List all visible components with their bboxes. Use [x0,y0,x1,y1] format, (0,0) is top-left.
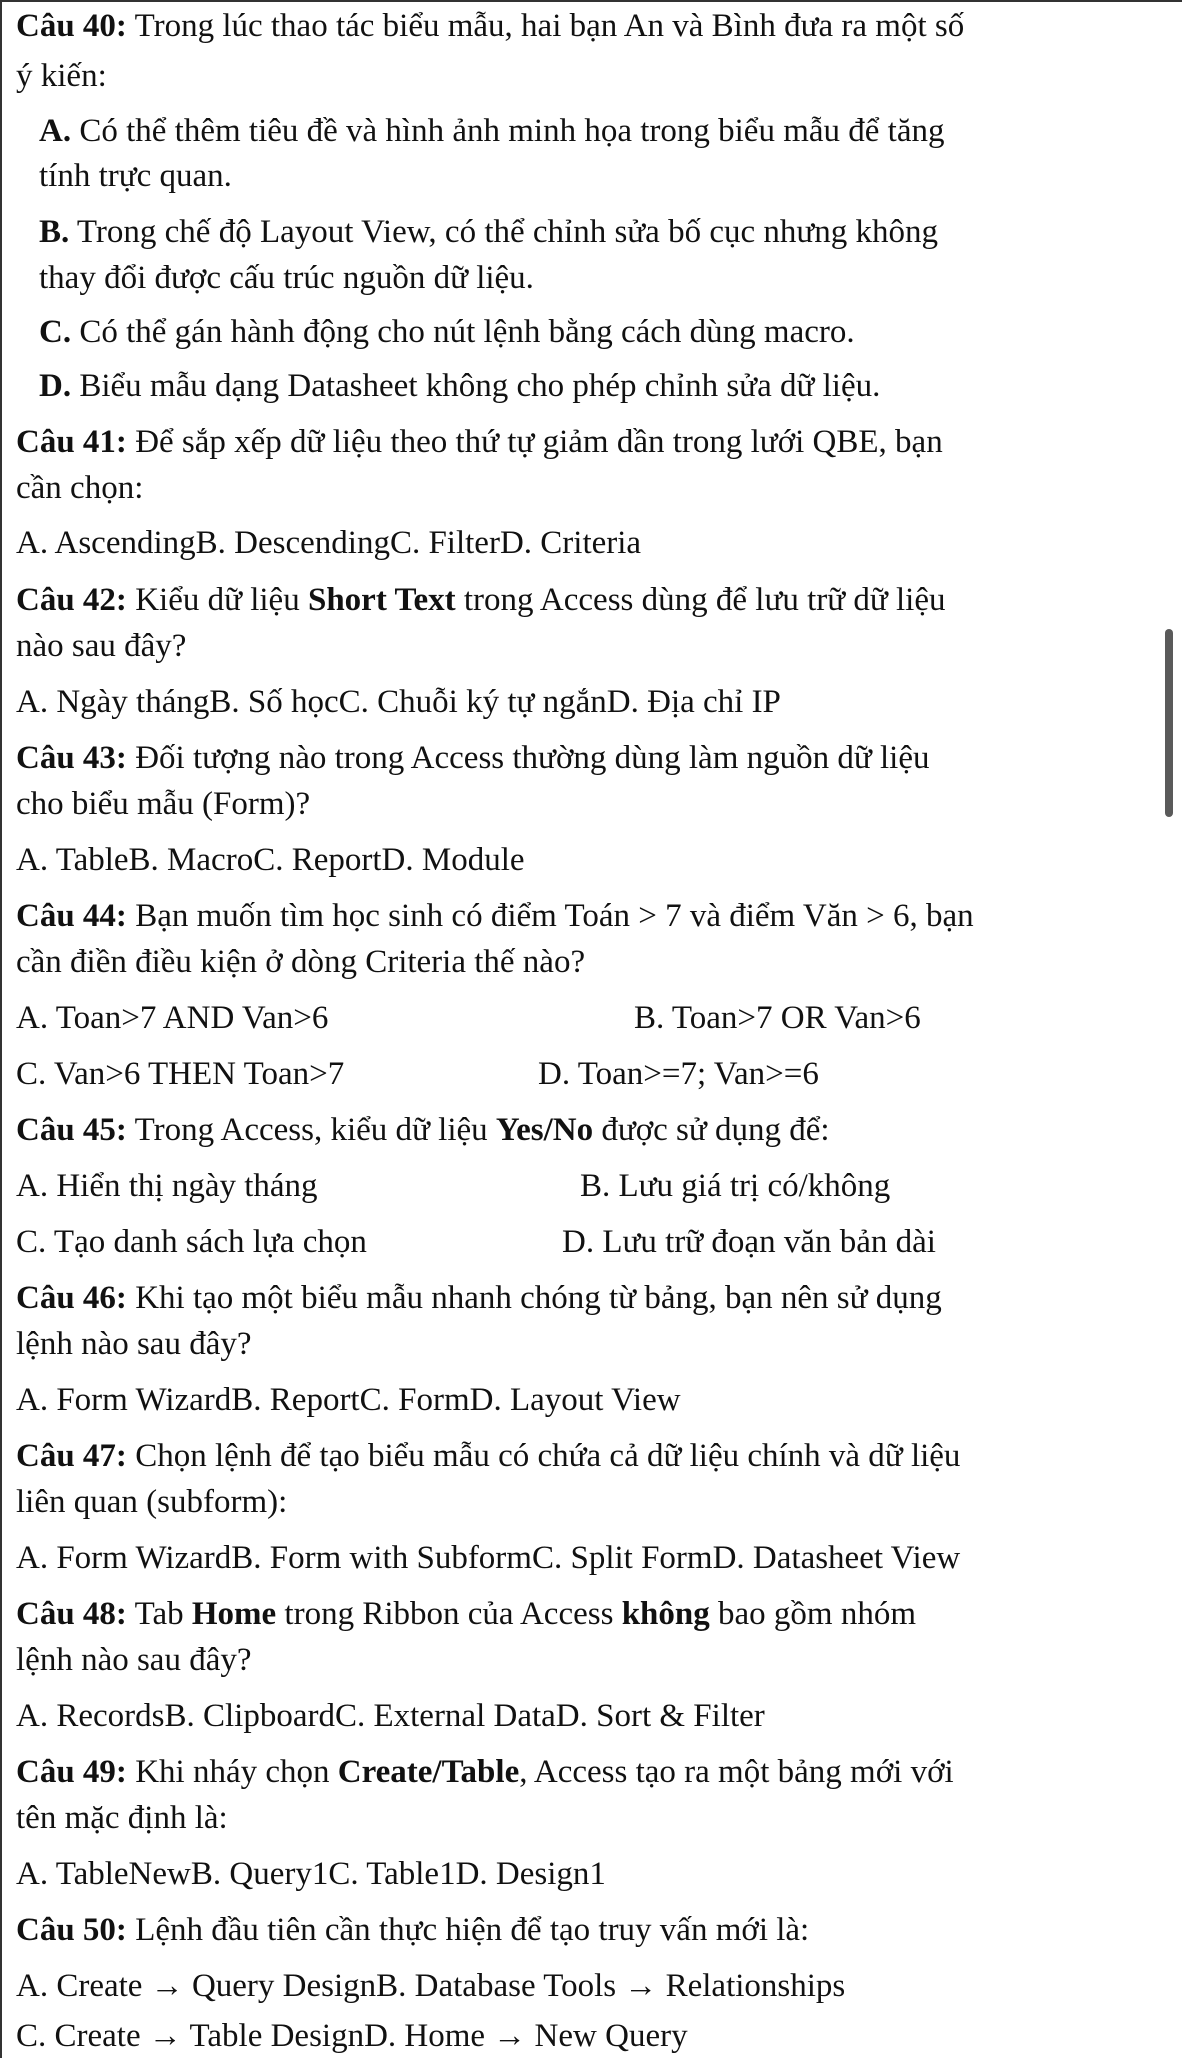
q48-text: bao gồm nhóm [709,1596,916,1632]
q44-stem-line-2: cần điền điều kiện ở dòng Criteria thế nào? [16,944,586,980]
q49-text: , Access tạo ra một bảng mới với [519,1754,954,1790]
q41-stem-line-1 [16,422,943,462]
q45-option-c: C. Tạo danh sách lựa chọn [16,1224,367,1260]
q44-option-b: B. Toan>7 OR Van>6 [634,1000,921,1036]
q42-bold-term: Short Text [307,582,456,618]
q45-number: Câu 45: [16,1112,127,1148]
q48-text: Tab [126,1596,192,1632]
q42-answers: A. Ngày thángB. Số họcC. Chuỗi ký tự ngắnD. Địa chỉ IP [16,684,781,720]
q40-option-b-cont: thay đổi được cấu trúc nguồn dữ liệu. [39,260,534,296]
q48-stem-line-2: lệnh nào sau đây? [16,1642,252,1678]
q42-text: Kiểu dữ liệu [126,582,308,618]
q46-stem-line-1 [16,1278,942,1318]
q40-stem-line-1 [16,6,964,46]
q49-bold-term: Create/Table [337,1754,520,1790]
q50-stem-line-1 [16,1910,809,1950]
q50-number: Câu 50: [16,1912,127,1948]
q41-answers: A. AscendingB. DescendingC. FilterD. Criteria [16,525,642,561]
q42-stem-line-2: nào sau đây? [16,628,187,664]
q43-stem-line-1 [16,738,930,778]
q42-number: Câu 42: [16,582,127,618]
q42-text: trong Access dùng để lưu trữ dữ liệu [455,582,946,618]
q41-stem-text: Để sắp xếp dữ liệu theo thứ tự giảm dần trong lưới QBE, bạn [126,424,943,460]
q40-stem-text: Trong lúc thao tác biểu mẫu, hai bạn An và Bình đưa ra một số [126,8,965,44]
q50-stem-text: Lệnh đầu tiên cần thực hiện để tạo truy vấn mới là: [126,1912,810,1948]
q40-option-d [39,366,880,406]
q40-option-c [39,312,855,352]
q42-stem-line-1 [16,580,946,620]
q44-option-c: C. Van>6 THEN Toan>7 [16,1056,345,1092]
q44-number: Câu 44: [16,898,127,934]
q46-answers: A. Form WizardB. ReportC. FormD. Layout View [16,1382,681,1418]
q43-stem-text: Đối tượng nào trong Access thường dùng làm nguồn dữ liệu [126,740,930,776]
q48-bold-term: Home [191,1596,277,1632]
option-label: B. [39,214,70,250]
option-label: C. [39,314,72,350]
q47-stem-line-1 [16,1436,960,1476]
option-label: A. [39,113,72,149]
q44-stem-line-1 [16,896,974,936]
q45-bold-term: Yes/No [495,1112,594,1148]
q49-answers: A. TableNewB. Query1C. Table1D. Design1 [16,1856,606,1892]
q40-option-a [39,111,944,151]
q46-stem-line-2: lệnh nào sau đây? [16,1326,252,1362]
q40-number: Câu 40: [16,8,127,44]
q43-number: Câu 43: [16,740,127,776]
option-text: Biểu mẫu dạng Datasheet không cho phép chỉnh sửa dữ liệu. [71,368,881,404]
q49-number: Câu 49: [16,1754,127,1790]
q41-number: Câu 41: [16,424,127,460]
q43-stem-line-2: cho biểu mẫu (Form)? [16,786,311,822]
q43-answers: A. TableB. MacroC. ReportD. Module [16,842,525,878]
q44-option-d: D. Toan>=7; Van>=6 [538,1056,819,1092]
q49-stem-line-2: tên mặc định là: [16,1800,228,1836]
q40-stem-line-2: ý kiến: [16,58,107,94]
q46-number: Câu 46: [16,1280,127,1316]
q45-option-b: B. Lưu giá trị có/không [580,1168,891,1204]
q45-option-a: A. Hiển thị ngày tháng [16,1168,318,1204]
q44-option-a: A. Toan>7 AND Van>6 [16,1000,329,1036]
q45-option-d: D. Lưu trữ đoạn văn bản dài [562,1224,936,1260]
q48-number: Câu 48: [16,1596,127,1632]
q50-answers-line-2: C. Create → Table DesignD. Home → New Query [16,2018,688,2054]
q45-text: được sử dụng để: [593,1112,830,1148]
q41-stem-line-2: cần chọn: [16,470,144,506]
q46-stem-text: Khi tạo một biểu mẫu nhanh chóng từ bảng, bạn nên sử dụng [126,1280,942,1316]
q40-option-a-cont: tính trực quan. [39,158,232,194]
option-text: Có thể gán hành động cho nút lệnh bằng cách dùng macro. [71,314,855,350]
q47-answers: A. Form WizardB. Form with SubformC. Split FormD. Datasheet View [16,1540,961,1576]
q50-answers-line-1: A. Create → Query DesignB. Database Tools → Relationships [16,1968,846,2004]
scrollbar-thumb[interactable] [1165,629,1173,817]
q45-text: Trong Access, kiểu dữ liệu [126,1112,496,1148]
option-label: D. [39,368,72,404]
q49-text: Khi nháy chọn [126,1754,338,1790]
q48-stem-line-1 [16,1594,916,1634]
q47-stem-line-2: liên quan (subform): [16,1484,288,1520]
q48-answers: A. RecordsB. ClipboardC. External DataD. Sort & Filter [16,1698,765,1734]
option-text: Trong chế độ Layout View, có thể chỉnh sửa bố cục nhưng không [69,214,939,250]
q40-option-b [39,212,938,252]
q49-stem-line-1 [16,1752,954,1792]
q45-stem-line-1 [16,1110,830,1150]
q47-stem-text: Chọn lệnh để tạo biểu mẫu có chứa cả dữ liệu chính và dữ liệu [126,1438,961,1474]
q48-bold-term: không [621,1596,710,1632]
q48-text: trong Ribbon của Access [276,1596,622,1632]
option-text: Có thể thêm tiêu đề và hình ảnh minh họa trong biểu mẫu để tăng [71,113,945,149]
q47-number: Câu 47: [16,1438,127,1474]
q44-stem-text: Bạn muốn tìm học sinh có điểm Toán > 7 và điểm Văn > 6, bạn [126,898,974,934]
